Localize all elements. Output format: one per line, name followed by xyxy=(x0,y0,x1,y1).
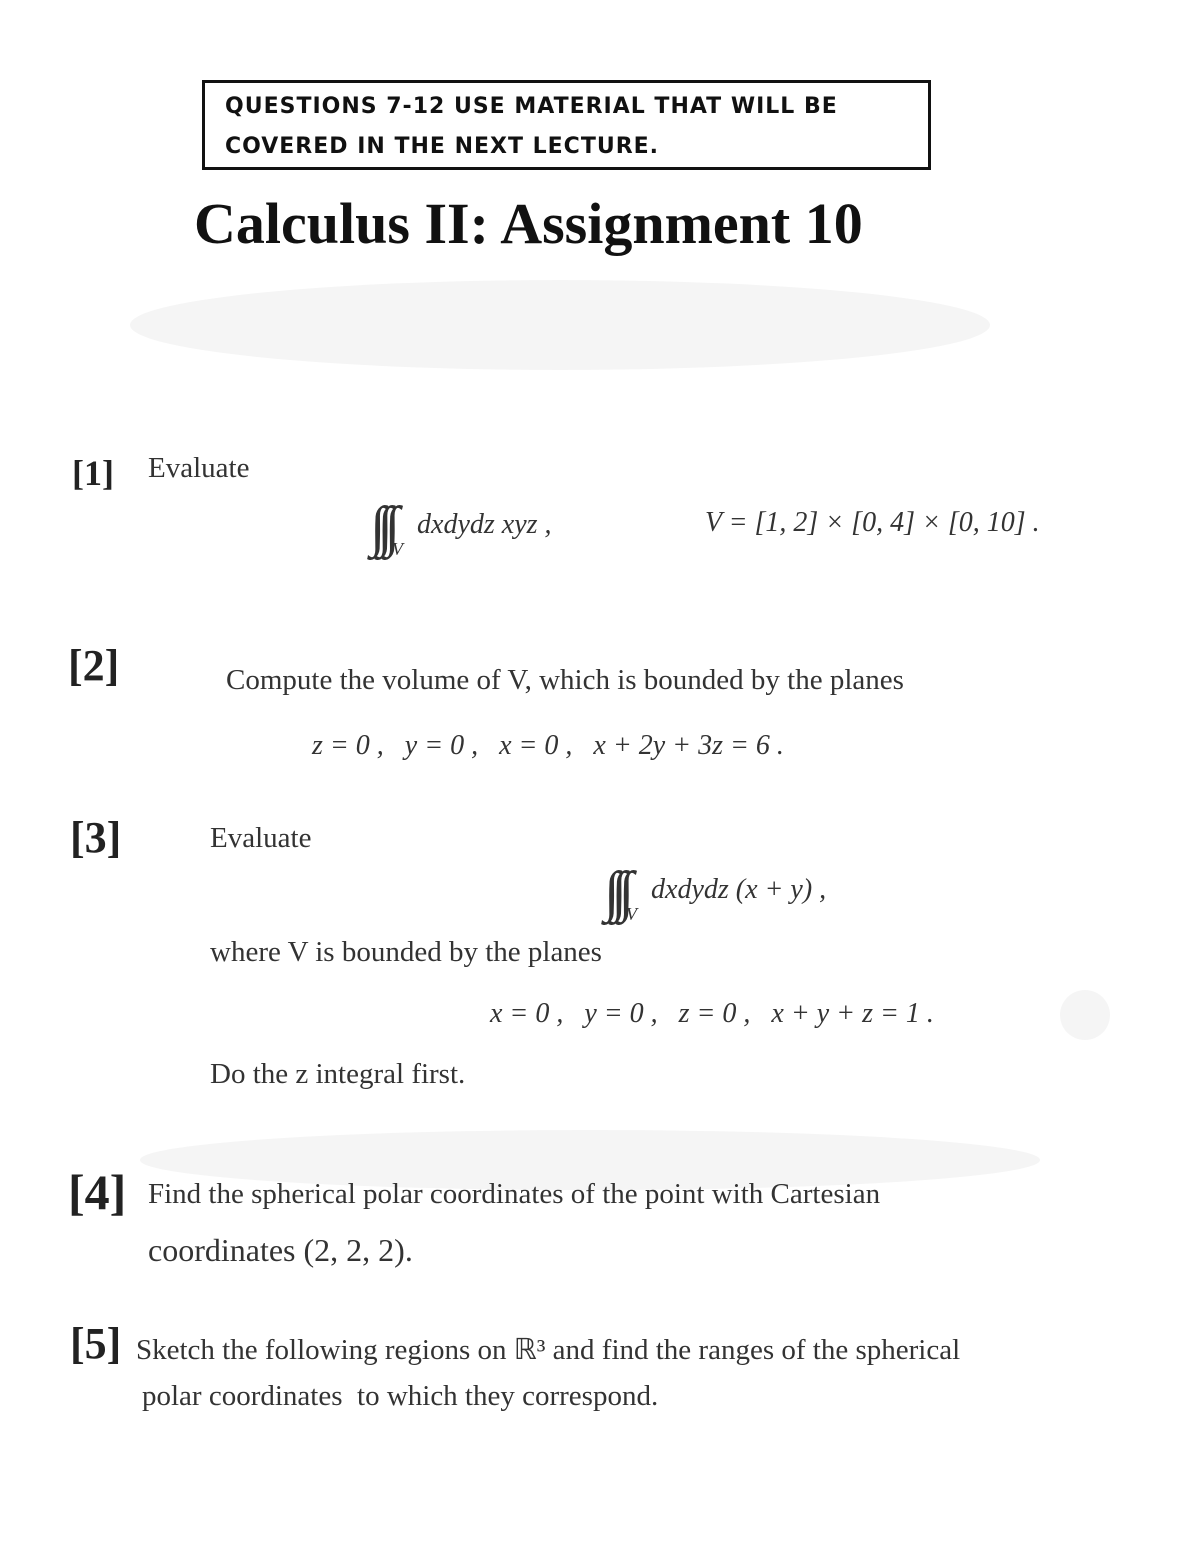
handwritten-note-box xyxy=(202,80,931,170)
note-line-2: COVERED IN THE NEXT LECTURE. xyxy=(225,134,660,159)
question-1-intro: Evaluate xyxy=(148,452,250,484)
triple-integral-sign: ∫∫∫ xyxy=(604,861,627,923)
question-3-hint: Do the z integral first. xyxy=(210,1058,466,1090)
question-5-line-1: Sketch the following regions on ℝ³ and find the ranges of the spherical xyxy=(136,1334,961,1366)
question-3-number: [3] xyxy=(70,813,122,862)
question-2-number: [2] xyxy=(68,641,120,690)
question-1-integral xyxy=(370,495,552,560)
question-3-integral xyxy=(604,860,826,925)
question-3-intro: Evaluate xyxy=(210,822,312,854)
question-1-number: [1] xyxy=(72,453,114,493)
question-4-line-1: Find the spherical polar coordinates of the point with Cartesian xyxy=(148,1178,881,1210)
question-2-planes: z = 0 , y = 0 , x = 0 , x + 2y + 3z = 6 . xyxy=(312,730,784,761)
integral-domain: V xyxy=(626,904,638,924)
question-4-line-2: coordinates (2, 2, 2). xyxy=(148,1232,413,1268)
erased-area xyxy=(1060,990,1110,1040)
note-line-1: QUESTIONS 7-12 USE MATERIAL THAT WILL BE xyxy=(225,94,838,119)
integral-domain: V xyxy=(392,539,404,559)
triple-integral-sign: ∫∫∫ xyxy=(370,496,393,558)
page-title: Calculus II: Assignment 10 xyxy=(194,191,863,256)
question-1-region: V = [1, 2] × [0, 4] × [0, 10] . xyxy=(705,507,1040,538)
question-3-bounded: where V is bounded by the planes xyxy=(210,936,602,968)
question-2-text: Compute the volume of V, which is bounded by the planes xyxy=(226,664,904,696)
erased-area xyxy=(130,280,990,370)
question-5-number: [5] xyxy=(70,1319,122,1368)
question-5-line-2: polar coordinates to which they correspond. xyxy=(142,1380,659,1412)
question-4-number: [4] xyxy=(68,1164,127,1220)
question-3-integrand: dxdydz (x + y) , xyxy=(651,874,827,905)
question-1-integrand: dxdydz xyz , xyxy=(417,509,552,540)
question-3-planes: x = 0 , y = 0 , z = 0 , x + y + z = 1 . xyxy=(490,998,934,1029)
